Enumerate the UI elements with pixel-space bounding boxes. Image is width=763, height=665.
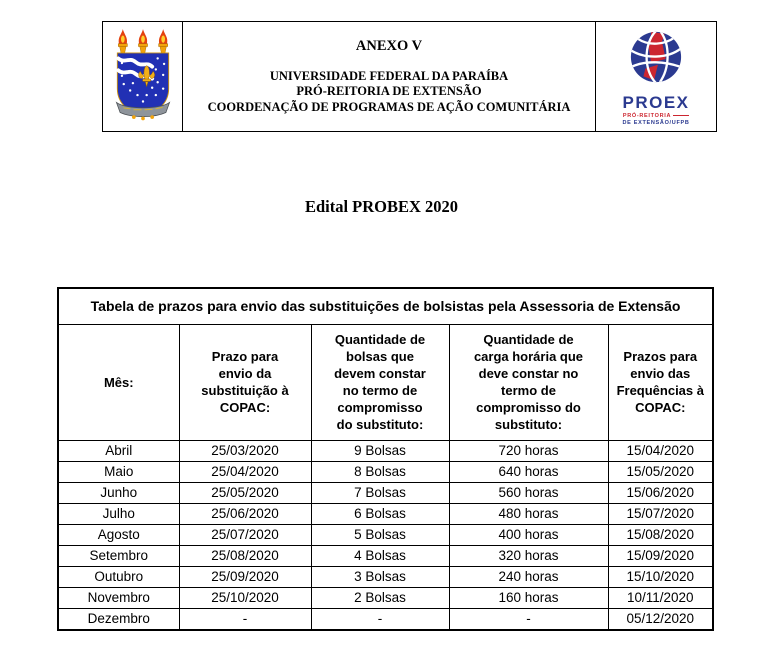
org-line-proreitoria: PRÓ-REITORIA DE EXTENSÃO bbox=[296, 84, 482, 99]
table-cell: 160 horas bbox=[449, 587, 608, 608]
table-cell: - bbox=[449, 608, 608, 630]
table-cell: 6 Bolsas bbox=[311, 503, 449, 524]
table-row bbox=[58, 587, 713, 608]
table-cell: Agosto bbox=[58, 524, 179, 545]
document-title: Edital PROBEX 2020 bbox=[304, 197, 459, 216]
table-title-row bbox=[58, 288, 713, 324]
table-cell: 5 Bolsas bbox=[311, 524, 449, 545]
table-cell: 480 horas bbox=[449, 503, 608, 524]
table-cell: 9 Bolsas bbox=[311, 440, 449, 461]
letterhead-left-cell bbox=[103, 22, 183, 131]
table-cell: 05/12/2020 bbox=[608, 608, 713, 630]
table-header-row bbox=[58, 324, 713, 440]
table-cell: 7 Bolsas bbox=[311, 482, 449, 503]
table-row bbox=[58, 482, 713, 503]
letterhead-right-cell bbox=[596, 22, 716, 131]
table-cell: Junho bbox=[58, 482, 179, 503]
table-cell: 25/09/2020 bbox=[179, 566, 311, 587]
org-line-university: UNIVERSIDADE FEDERAL DA PARAÍBA bbox=[269, 69, 509, 84]
column-header-carga-horaria: Quantidade de carga horária que deve constar no termo de compromisso do substituto: bbox=[449, 324, 608, 440]
table-cell: 25/07/2020 bbox=[179, 524, 311, 545]
table-cell: 25/05/2020 bbox=[179, 482, 311, 503]
proex-subtitle-line1 bbox=[623, 113, 689, 119]
table-cell: 25/08/2020 bbox=[179, 545, 311, 566]
table-row bbox=[58, 545, 713, 566]
table-cell: 400 horas bbox=[449, 524, 608, 545]
table-cell: 3 Bolsas bbox=[311, 566, 449, 587]
column-header-quantidade-bolsas: Quantidade de bolsas que devem constar no termo de compromisso do substituto: bbox=[311, 324, 449, 440]
table-cell: 15/06/2020 bbox=[608, 482, 713, 503]
letterhead-box bbox=[102, 21, 717, 132]
table-cell: 15/08/2020 bbox=[608, 524, 713, 545]
table-cell: Julho bbox=[58, 503, 179, 524]
table-cell: 240 horas bbox=[449, 566, 608, 587]
table-cell: 10/11/2020 bbox=[608, 587, 713, 608]
table-cell: 15/09/2020 bbox=[608, 545, 713, 566]
table-cell: 15/10/2020 bbox=[608, 566, 713, 587]
proex-subtitle-line2: DE EXTENSÃO/UFPB bbox=[622, 119, 690, 126]
table-cell: Abril bbox=[58, 440, 179, 461]
table-cell: Dezembro bbox=[58, 608, 179, 630]
proex-globe-icon bbox=[627, 30, 685, 91]
table-row bbox=[58, 608, 713, 630]
table-cell: 560 horas bbox=[449, 482, 608, 503]
table-cell: 8 Bolsas bbox=[311, 461, 449, 482]
org-line-coordenacao: COORDENAÇÃO DE PROGRAMAS DE AÇÃO COMUNITÁRIA bbox=[207, 99, 571, 114]
table-cell: 25/10/2020 bbox=[179, 587, 311, 608]
table-cell: 15/04/2020 bbox=[608, 440, 713, 461]
table-cell: 15/05/2020 bbox=[608, 461, 713, 482]
table-title: Tabela de prazos para envio das substituições de bolsistas pela Assessoria de Extensão bbox=[58, 288, 713, 324]
table-cell: Maio bbox=[58, 461, 179, 482]
table-cell: Setembro bbox=[58, 545, 179, 566]
table-cell: 640 horas bbox=[449, 461, 608, 482]
column-header-prazo-frequencias: Prazos para envio das Frequências à COPAC: bbox=[608, 324, 713, 440]
column-header-mes: Mês: bbox=[58, 324, 179, 440]
letterhead-center-cell bbox=[183, 22, 596, 131]
proex-dash-rule bbox=[673, 115, 689, 116]
table-cell: Outubro bbox=[58, 566, 179, 587]
table-row bbox=[58, 524, 713, 545]
table-cell: Novembro bbox=[58, 587, 179, 608]
table-cell: 25/03/2020 bbox=[179, 440, 311, 461]
table-cell: 4 Bolsas bbox=[311, 545, 449, 566]
table-row bbox=[58, 503, 713, 524]
deadlines-table bbox=[57, 287, 714, 631]
table-cell: 25/06/2020 bbox=[179, 503, 311, 524]
table-cell: - bbox=[311, 608, 449, 630]
table-row bbox=[58, 461, 713, 482]
proex-subtitle-line1-text: PRÓ-REITORIA bbox=[622, 112, 672, 119]
table-cell: 720 horas bbox=[449, 440, 608, 461]
table-cell: 320 horas bbox=[449, 545, 608, 566]
table-cell: 25/04/2020 bbox=[179, 461, 311, 482]
table-cell: 15/07/2020 bbox=[608, 503, 713, 524]
ufpb-coat-of-arms-icon bbox=[110, 25, 176, 128]
anexo-title: ANEXO V bbox=[355, 38, 423, 55]
table-cell: - bbox=[179, 608, 311, 630]
proex-wordmark: PROEX bbox=[622, 92, 690, 112]
table-row bbox=[58, 440, 713, 461]
table-cell: 2 Bolsas bbox=[311, 587, 449, 608]
column-header-prazo-substituicao: Prazo para envio da substituição à COPAC: bbox=[179, 324, 311, 440]
table-row bbox=[58, 566, 713, 587]
